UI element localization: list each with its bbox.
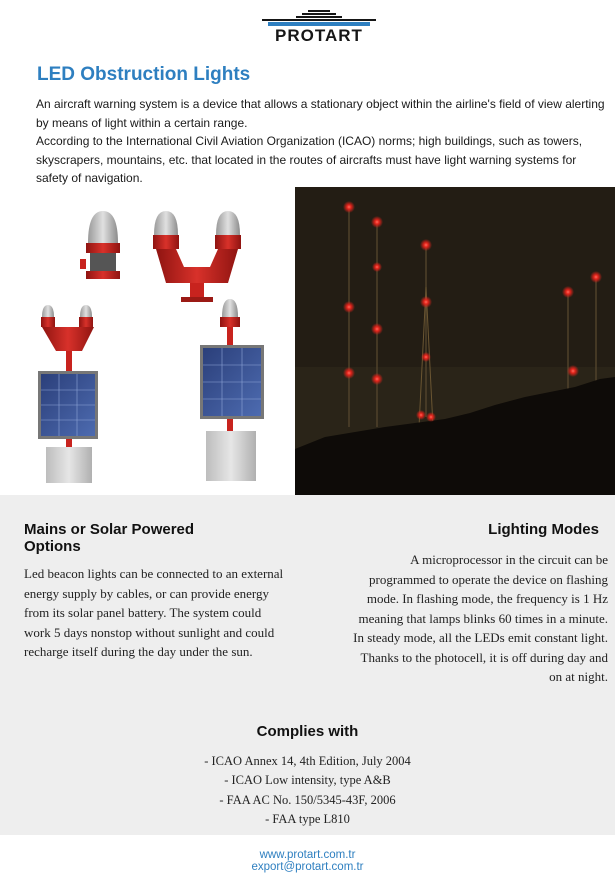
solar-double-light-fixture xyxy=(38,305,98,483)
power-options-heading: Mains or Solar Powered Options xyxy=(24,521,195,555)
list-item: - ICAO Low intensity, type A&B xyxy=(224,773,391,788)
list-item: - ICAO Annex 14, 4th Edition, July 2004 xyxy=(204,754,411,768)
night-towers-photo xyxy=(295,187,615,495)
power-options-text: Led beacon lights can be connected to an external energy supply by cables, or can provide energy from its solar panel battery. The system could work 5 days nonstop without sunlight and could recharge itself during the day under the sun. xyxy=(24,566,284,659)
intro-paragraph-1: An aircraft warning system is a device that allows a stationary object within the airline's field of view alerting by means of light within a certain range. xyxy=(36,97,605,130)
double-light-fixture xyxy=(153,211,241,302)
intro-paragraph-2: According to the International Civil Aviation Organization (ICAO) norms; high buildings, such as towers, skyscrapers, mountains, etc. that located in the routes of aircrafts must have light warning systems for safety of navigation. xyxy=(36,134,583,185)
footer xyxy=(0,849,615,873)
solar-single-light-fixture xyxy=(200,299,264,481)
complies-heading: Complies with xyxy=(256,723,359,740)
product-photo xyxy=(0,187,294,495)
brand-name: PROTART xyxy=(275,26,363,45)
email-link[interactable]: export@protart.com.tr xyxy=(251,861,364,873)
brand-logo xyxy=(0,0,615,55)
lighting-modes-text: A microprocessor in the circuit can be programmed to operate the device on flashing mode. In flashing mode, the frequency is 1 Hz meaning that lamps blinks 60 times in a minute. In steady mode, all the LEDs emit constant light. Thanks to the photocell, it is off during day and on at night. xyxy=(353,552,608,684)
list-item: - FAA type L810 xyxy=(265,811,350,826)
list-item: - FAA AC No. 150/5345-43F, 2006 xyxy=(219,792,396,807)
page-title: LED Obstruction Lights xyxy=(37,64,251,85)
website-link[interactable]: www.protart.com.tr xyxy=(259,849,356,861)
lighting-modes-heading: Lighting Modes xyxy=(488,521,599,538)
complies-list xyxy=(0,752,615,829)
single-light-fixture xyxy=(80,211,120,279)
intro-text xyxy=(36,95,606,188)
